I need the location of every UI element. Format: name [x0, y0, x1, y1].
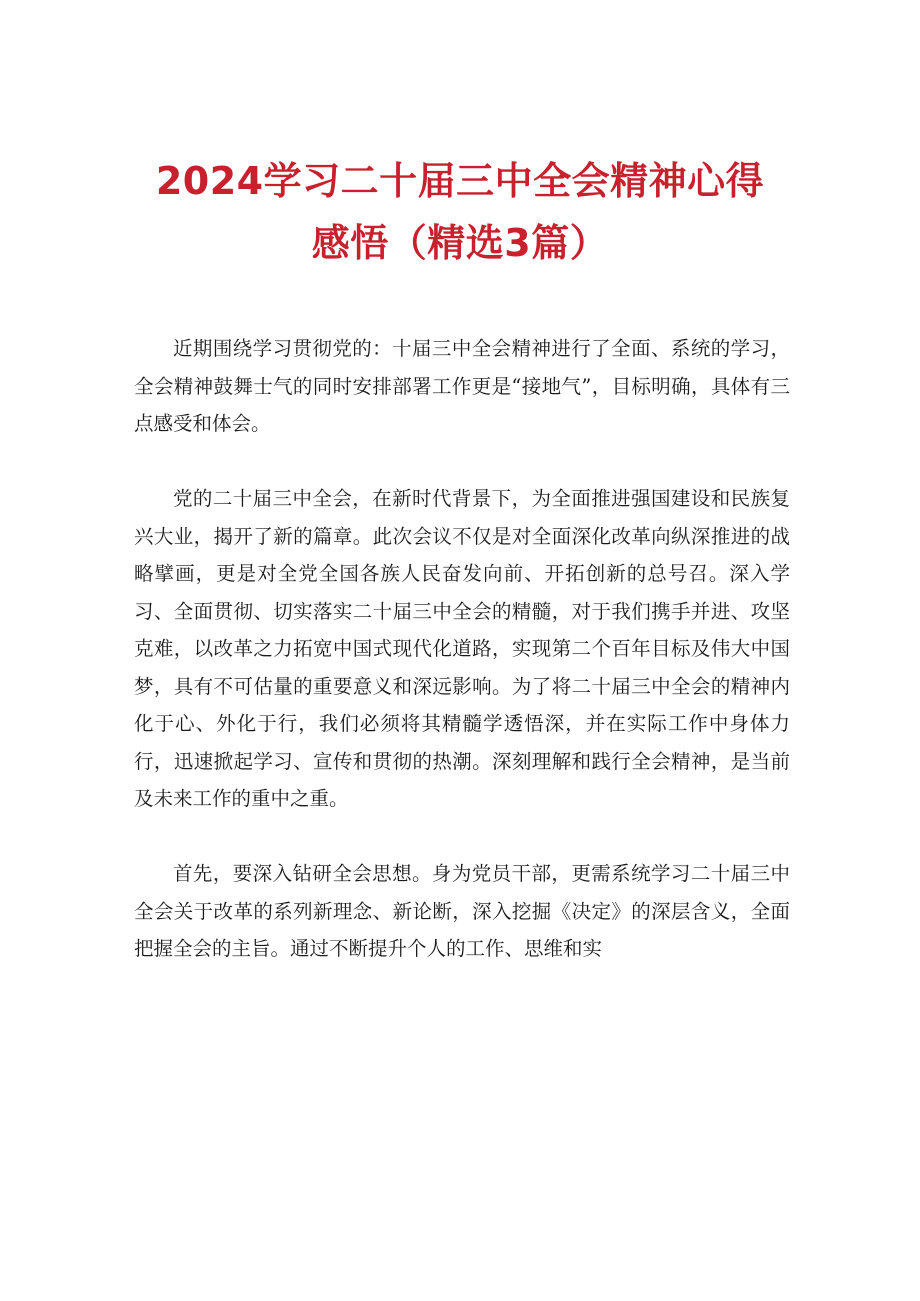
title-line-1: 2024学习二十届三中全会精神心得	[155, 159, 765, 203]
title-line-2: 感悟（精选3篇）	[311, 221, 609, 265]
document-title	[0, 150, 920, 274]
paragraph-1: 近期围绕学习贯彻党的：十届三中全会精神进行了全面、系统的学习，全会精神鼓舞士气的同时安排部署工作更是“接地气”，目标明确，具体有三点感受和体会。	[134, 337, 790, 435]
paragraph-3: 首先，要深入钻研全会思想。身为党员干部，更需系统学习二十届三中全会关于改革的系列新理念、新论断，深入挖掘《决定》的深层含义，全面把握全会的主旨。通过不断提升个人的工作、思维和实	[134, 862, 790, 960]
document-body	[134, 330, 790, 968]
paragraph-2: 党的二十届三中全会，在新时代背景下，为全面推进强国建设和民族复兴大业，揭开了新的篇章。此次会议不仅是对全面深化改革向纵深推进的战略擘画，更是对全党全国各族人民奋发向前、开拓创新的总号召。深入学习、全面贯彻、切实落实二十届三中全会的精髓，对于我们携手并进、攻坚克难，以改革之力拓宽中国式现代化道路，实现第二个百年目标及伟大中国梦，具有不可估量的重要意义和深远影响。为了将二十届三中全会的精神内化于心、外化于行，我们必须将其精髓学透悟深，并在实际工作中身体力行，迅速掀起学习、宣传和贯彻的热潮。深刻理解和践行全会精神，是当前及未来工作的重中之重。	[134, 487, 790, 810]
